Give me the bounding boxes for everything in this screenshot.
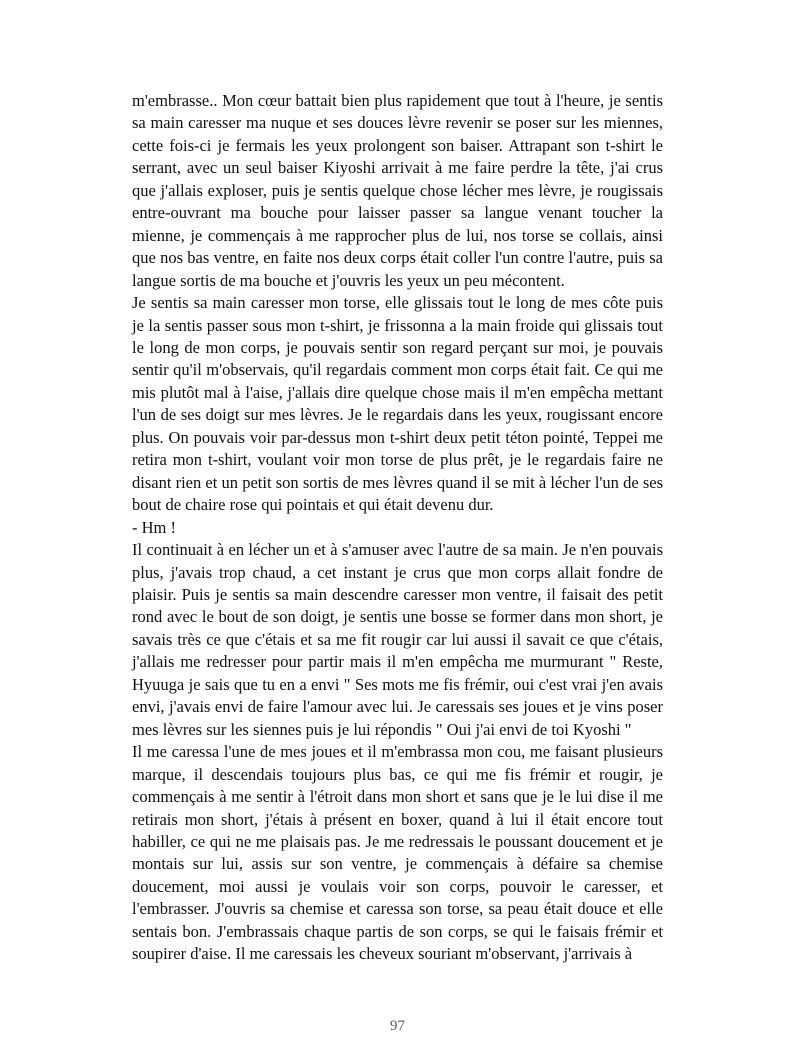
paragraph-1: m'embrasse.. Mon cœur battait bien plus rapidement que tout à l'heure, je sentis sa main caresser ma nuque et ses douces lèvre revenir se poser sur les miennes, cette fois-ci je fermais les yeux prolongent son baiser. Attrapant son t-shirt le serrant, avec un seul baiser Kiyoshi arrivait à me faire perdre la tête, j'ai crus que j'allais exploser, puis je sentis quelque chose lécher mes lèvre, je rougissais entre-ouvrant ma bouche pour laisser passer sa langue venant toucher la mienne, je commençais à me rapprocher plus de lui, nos torse se collais, ainsi que nos bas ventre, en faite nos deux corps était coller l'un contre l'autre, puis sa langue sortis de ma bouche et j'ouvris les yeux un peu mécontent.: [132, 91, 663, 290]
paragraph-2: Je sentis sa main caresser mon torse, elle glissais tout le long de mes côte puis je la sentis passer sous mon t-shirt, je frissonna a la main froide qui glissais tout le long de mon corps, je pouvais sentir son regard perçant sur moi, je pouvais sentir qu'il m'observais, qu'il regardais comment mon corps était fait. Ce qui me mis plutôt mal à l'aise, j'allais dire quelque chose mais il m'en empêcha mettant l'un de ses doigt sur mes lèvres. Je le regardais dans les yeux, rougissant encore plus. On pouvais voir par-dessus mon t-shirt deux petit téton pointé, Teppei me retira mon t-shirt, voulant voir mon torse de plus prêt, je le regardais faire ne disant rien et un petit son sortis de mes lèvres quand il se mit à lécher l'un de ses bout de chaire rose qui pointais et qui était devenu dur.: [132, 293, 663, 515]
paragraph-5: Il me caressa l'une de mes joues et il m'embrassa mon cou, me faisant plusieurs marque, il descendais toujours plus bas, ce qui me fis frémir et rougir, je commençais à me sentir à l'étroit dans mon short et sans que je le lui dise il me retirais mon short, j'étais à présent en boxer, quand à lui il était encore tout habiller, ce qui ne me plaisais pas. Je me redressais le poussant doucement et je montais sur lui, assis sur son ventre, je commençais à défaire sa chemise doucement, moi aussi je voulais voir son corps, pouvoir le caresser, et l'embrasser. J'ouvris sa chemise et caressa son torse, sa peau était douce et elle sentais bon. J'embrassais chaque partis de son corps, se qui le faisais frémir et soupirer d'aise. Il me caressais les cheveux souriant m'observant, j'arrivais à: [132, 742, 663, 964]
paragraph-3-dialogue: - Hm !: [132, 517, 176, 537]
page-number: 97: [390, 1018, 405, 1034]
paragraph-4: Il continuait à en lécher un et à s'amuser avec l'autre de sa main. Je n'en pouvais plus, j'avais trop chaud, a cet instant je crus que mon corps allait fondre de plaisir. Puis je sentis sa main descendre caresser mon ventre, il faisait des petit rond avec le bout de son doigt, je sentis une bosse se former dans mon short, je savais très ce que c'étais et sa me fit rougir car lui aussi il savait ce que c'étais, j'allais me redresser pour partir mais il m'en empêcha me murmurant " Reste, Hyuuga je sais que tu en a envi " Ses mots me fis frémir, oui c'est vrai j'en avais envi, j'avais envi de faire l'amour avec lui. Je caressais ses joues et je vins poser mes lèvres sur les siennes puis je lui répondis " Oui j'ai envi de toi Kyoshi ": [132, 540, 663, 739]
body-text: [132, 90, 663, 966]
